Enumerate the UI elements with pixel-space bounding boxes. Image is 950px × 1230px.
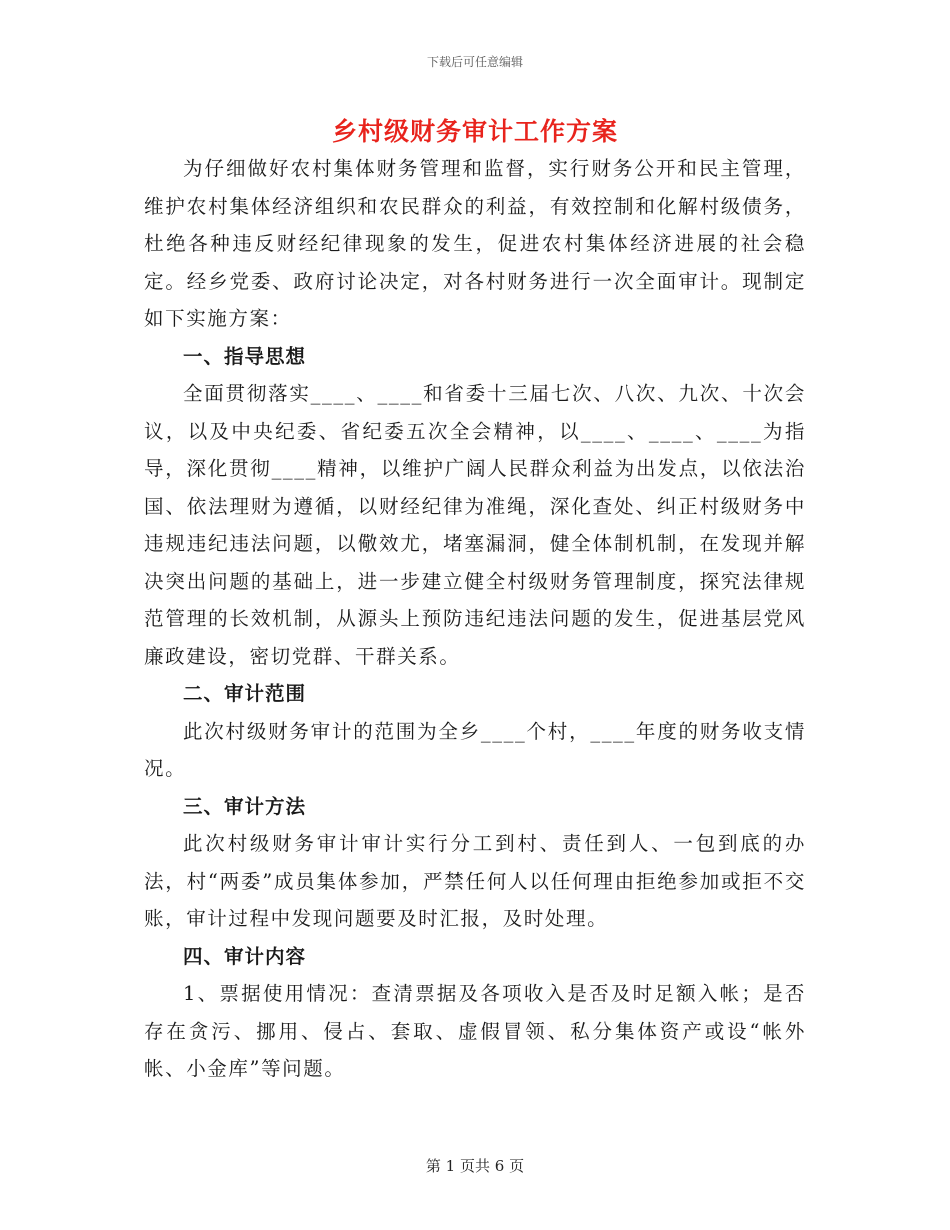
- audit-scope-paragraph: 此次村级财务审计的范围为全乡____个村，____年度的财务收支情况。: [144, 719, 806, 780]
- document-title: 乡村级财务审计工作方案: [331, 117, 618, 146]
- audit-method-paragraph: 此次村级财务审计审计实行分工到村、责任到人、一包到底的办法，村“两委”成员集体参加，严禁任何人以任何理由拒绝参加或拒不交账，审计过程中发现问题要及时汇报，及时处理。: [144, 832, 806, 930]
- section-heading-audit-scope: 二、审计范围: [183, 682, 307, 705]
- audit-content-item-1: 1、票据使用情况：查清票据及各项收入是否及时足额入帐；是否存在贪污、挪用、侵占、套取、虚假冒领、私分集体资产或设“帐外帐、小金库”等问题。: [144, 982, 806, 1080]
- section-heading-audit-method: 三、审计方法: [183, 794, 307, 818]
- guiding-thought-paragraph: 全面贯彻落实____、____和省委十三届七次、八次、九次、十次会议，以及中央纪委、省纪委五次全会精神，以____、____、____为指导，深化贯彻____精神，以维护广阔人民群众利益为出发点，以依法治国、依法理财为遵循，以财经纪律为准绳，深化查处、纠正村级财务中违规违纪违法问题，以儆效尤，堵塞漏洞，健全体制机制，在发现并解决突出问题的基础上，进一步建立健全村级财务管理制度，探究法律规范管理的长效机制，从源头上预防违纪违法问题的发生，促进基层党风廉政建设，密切党群、干群关系。: [144, 382, 806, 668]
- section-heading-guiding-thought: 一、指导思想: [183, 344, 307, 368]
- header-note: 下载后可任意编辑: [426, 55, 523, 69]
- page-number-footer: 第 1 页共 6 页: [425, 1157, 525, 1175]
- document-body: [144, 150, 806, 1088]
- section-heading-audit-content: 四、审计内容: [183, 944, 307, 968]
- intro-paragraph: 为仔细做好农村集体财务管理和监督，实行财务公开和民主管理，维护农村集体经济组织和农民群众的利益，有效控制和化解村级债务，杜绝各种违反财经纪律现象的发生，促进农村集体经济进展的社会稳定。经乡党委、政府讨论决定，对各村财务进行一次全面审计。现制定如下实施方案：: [144, 157, 806, 330]
